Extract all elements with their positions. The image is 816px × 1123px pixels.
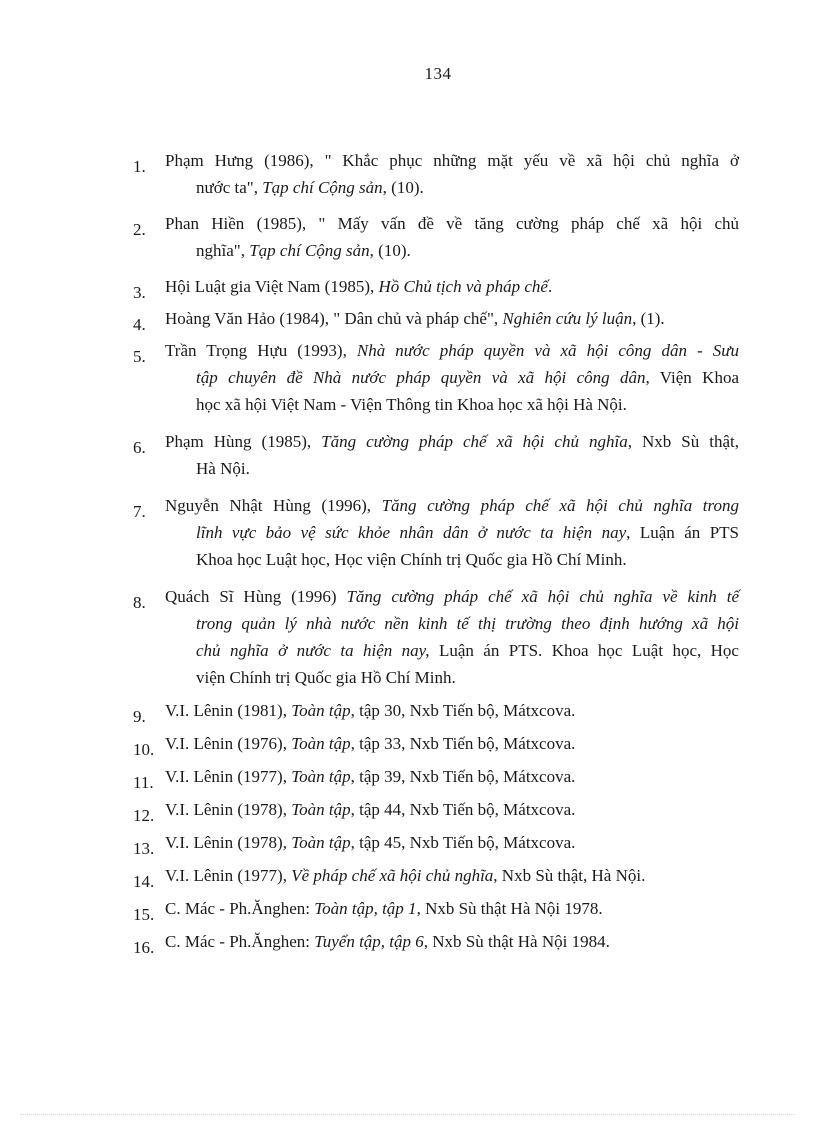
reference-title-segment: Tạp chí Cộng sản	[262, 178, 383, 197]
reference-title-segment: Toàn tập, tập 1	[314, 899, 417, 918]
reference-line	[165, 455, 739, 482]
reference-title-segment: Hồ Chủ tịch và pháp chế	[378, 277, 548, 296]
reference-text-segment: C. Mác - Ph.Ănghen:	[165, 899, 315, 918]
reference-text	[165, 895, 739, 922]
reference-text	[165, 763, 739, 790]
reference-number: 5.	[133, 347, 146, 366]
reference-line	[165, 546, 739, 573]
reference-title-segment: Tăng cường pháp chế xã hội chủ nghĩa	[321, 432, 628, 451]
reference-item	[133, 763, 739, 790]
reference-text-segment: V.I. Lênin (1977),	[165, 767, 292, 786]
reference-number: 13.	[133, 839, 155, 858]
reference-item	[133, 928, 739, 955]
reference-line	[165, 391, 739, 418]
reference-number: 1.	[133, 157, 146, 176]
reference-line	[165, 337, 739, 364]
reference-line	[165, 147, 739, 174]
reference-text-segment: , tập 33, Nxb Tiến bộ, Mátxcova.	[350, 734, 576, 753]
reference-text-segment: Phạm Hưng (1986), " Khắc phục những mặt yếu về xã hội chủ nghĩa ở	[165, 151, 739, 170]
reference-text	[165, 730, 739, 757]
reference-number: 2.	[133, 220, 146, 239]
reference-text-segment: Trần Trọng Hựu (1993),	[165, 341, 357, 360]
reference-title-segment: Tuyển tập, tập 6	[314, 932, 424, 951]
reference-text-segment: Khoa học Luật học, Học viện Chính trị Quốc gia Hồ Chí Minh.	[196, 550, 627, 569]
reference-list	[133, 141, 739, 955]
reference-text-segment: Phạm Hùng (1985),	[165, 432, 322, 451]
reference-text-segment: Hoàng Văn Hảo (1984), " Dân chủ và pháp chế",	[165, 309, 503, 328]
reference-text-segment: C. Mác - Ph.Ănghen:	[165, 932, 315, 951]
reference-title-segment: trong quản lý nhà nước nền kinh tế thị trường theo định hướng xã hội	[196, 614, 739, 633]
reference-item	[133, 273, 739, 300]
reference-number: 16.	[133, 938, 155, 957]
reference-text-segment: , (10).	[382, 178, 424, 197]
reference-text-segment: học xã hội Việt Nam - Viện Thông tin Khoa học xã hội Hà Nội.	[196, 395, 627, 414]
reference-line	[165, 610, 739, 637]
reference-text	[165, 210, 739, 264]
reference-text-segment: Quách Sĩ Hùng (1996)	[165, 587, 347, 606]
reference-text	[165, 337, 739, 418]
reference-title-segment: lĩnh vực bảo vệ sức khỏe nhân dân ở nước ta hiện nay	[196, 523, 627, 542]
reference-line	[165, 697, 739, 724]
reference-title-segment: Tăng cường pháp chế xã hội chủ nghĩa về kinh tế	[346, 587, 739, 606]
reference-item	[133, 147, 739, 201]
reference-text-segment: , Nxb Sù thật Hà Nội 1984.	[423, 932, 610, 951]
reference-text-segment: V.I. Lênin (1978),	[165, 833, 292, 852]
reference-title-segment: Toàn tập	[291, 800, 351, 819]
reference-text	[165, 492, 739, 573]
reference-text-segment: nghĩa",	[196, 241, 250, 260]
reference-text-segment: V.I. Lênin (1976),	[165, 734, 292, 753]
reference-text-segment: viện Chính trị Quốc gia Hồ Chí Minh.	[196, 668, 456, 687]
reference-text-segment: , tập 45, Nxb Tiến bộ, Mátxcova.	[350, 833, 576, 852]
reference-title-segment: Toàn tập	[291, 833, 351, 852]
reference-item	[133, 428, 739, 482]
reference-number: 10.	[133, 740, 155, 759]
reference-text	[165, 862, 739, 889]
reference-text	[165, 305, 739, 332]
reference-line	[165, 305, 739, 332]
reference-number: 3.	[133, 283, 146, 302]
reference-item	[133, 492, 739, 573]
reference-text	[165, 697, 739, 724]
reference-text-segment: , tập 39, Nxb Tiến bộ, Mátxcova.	[350, 767, 576, 786]
reference-line	[165, 730, 739, 757]
reference-text-segment: Hà Nội.	[196, 459, 250, 478]
reference-number: 7.	[133, 502, 146, 521]
reference-text-segment: , Luận án PTS	[626, 523, 739, 542]
reference-text	[165, 928, 739, 955]
reference-text-segment: , (10).	[369, 241, 411, 260]
reference-line	[165, 763, 739, 790]
reference-line	[165, 519, 739, 546]
reference-text-segment: Hội Luật gia Việt Nam (1985),	[165, 277, 379, 296]
reference-text-segment: V.I. Lênin (1977),	[165, 866, 292, 885]
reference-title-segment: Toàn tập	[291, 734, 351, 753]
reference-line	[165, 210, 739, 237]
reference-line	[165, 796, 739, 823]
page-bottom-rule	[20, 1114, 796, 1115]
reference-line	[165, 174, 739, 201]
reference-line	[165, 637, 739, 664]
reference-number: 4.	[133, 315, 146, 334]
reference-text	[165, 796, 739, 823]
reference-title-segment: Về pháp chế xã hội chủ nghĩa	[291, 866, 494, 885]
reference-text-segment: Nguyễn Nhật Hùng (1996),	[165, 496, 382, 515]
reference-text	[165, 583, 739, 691]
reference-number: 9.	[133, 707, 146, 726]
reference-line	[165, 364, 739, 391]
reference-item	[133, 583, 739, 691]
reference-text	[165, 829, 739, 856]
reference-line	[165, 862, 739, 889]
reference-number: 15.	[133, 905, 155, 924]
reference-text-segment: nước ta",	[196, 178, 263, 197]
reference-text-segment: Phan Hiền (1985), " Mấy vấn đề về tăng cường pháp chế xã hội chủ	[165, 214, 739, 233]
reference-item	[133, 730, 739, 757]
reference-text-segment: , Nxb Sù thật,	[627, 432, 739, 451]
reference-title-segment: Toàn tập	[291, 767, 351, 786]
reference-text	[165, 428, 739, 482]
reference-text-segment: V.I. Lênin (1978),	[165, 800, 292, 819]
reference-text-segment: .	[547, 277, 553, 296]
reference-text-segment: V.I. Lênin (1981),	[165, 701, 292, 720]
reference-item	[133, 210, 739, 264]
reference-title-segment: chủ nghĩa ở nước ta hiện nay,	[196, 641, 430, 660]
reference-number: 6.	[133, 438, 146, 457]
reference-title-segment: Nghiên cứu lý luận	[502, 309, 633, 328]
reference-text-segment: Luận án PTS. Khoa học Luật học, Học	[429, 641, 739, 660]
reference-text-segment: , (1).	[632, 309, 665, 328]
reference-number: 14.	[133, 872, 155, 891]
reference-text-segment: , Nxb Sù thật, Hà Nội.	[493, 866, 646, 885]
reference-line	[165, 664, 739, 691]
reference-line	[165, 928, 739, 955]
reference-title-segment: tập chuyên đề Nhà nước pháp quyền và xã hội công dân	[196, 368, 646, 387]
reference-number: 12.	[133, 806, 155, 825]
reference-item	[133, 796, 739, 823]
reference-number: 8.	[133, 593, 146, 612]
reference-line	[165, 895, 739, 922]
reference-title-segment: Toàn tập	[291, 701, 351, 720]
reference-item	[133, 337, 739, 418]
reference-text-segment: , Nxb Sù thật Hà Nội 1978.	[416, 899, 603, 918]
reference-text-segment: , Viện Khoa	[645, 368, 739, 387]
page-number: 134	[424, 64, 452, 83]
reference-line	[165, 492, 739, 519]
reference-title-segment: Tăng cường pháp chế xã hội chủ nghĩa trong	[381, 496, 740, 515]
reference-item	[133, 305, 739, 332]
reference-title-segment: Tạp chí Cộng sản	[249, 241, 370, 260]
reference-text-segment: , tập 44, Nxb Tiến bộ, Mátxcova.	[350, 800, 576, 819]
reference-item	[133, 829, 739, 856]
reference-text	[165, 273, 739, 300]
reference-text-segment: , tập 30, Nxb Tiến bộ, Mátxcova.	[350, 701, 576, 720]
reference-line	[165, 237, 739, 264]
reference-title-segment: Nhà nước pháp quyền và xã hội công dân - Sưu	[356, 341, 739, 360]
reference-text	[165, 147, 739, 201]
reference-item	[133, 862, 739, 889]
reference-number: 11.	[133, 773, 154, 792]
reference-item	[133, 697, 739, 724]
reference-item	[133, 895, 739, 922]
reference-line	[165, 583, 739, 610]
reference-line	[165, 273, 739, 300]
reference-line	[165, 829, 739, 856]
reference-line	[165, 428, 739, 455]
